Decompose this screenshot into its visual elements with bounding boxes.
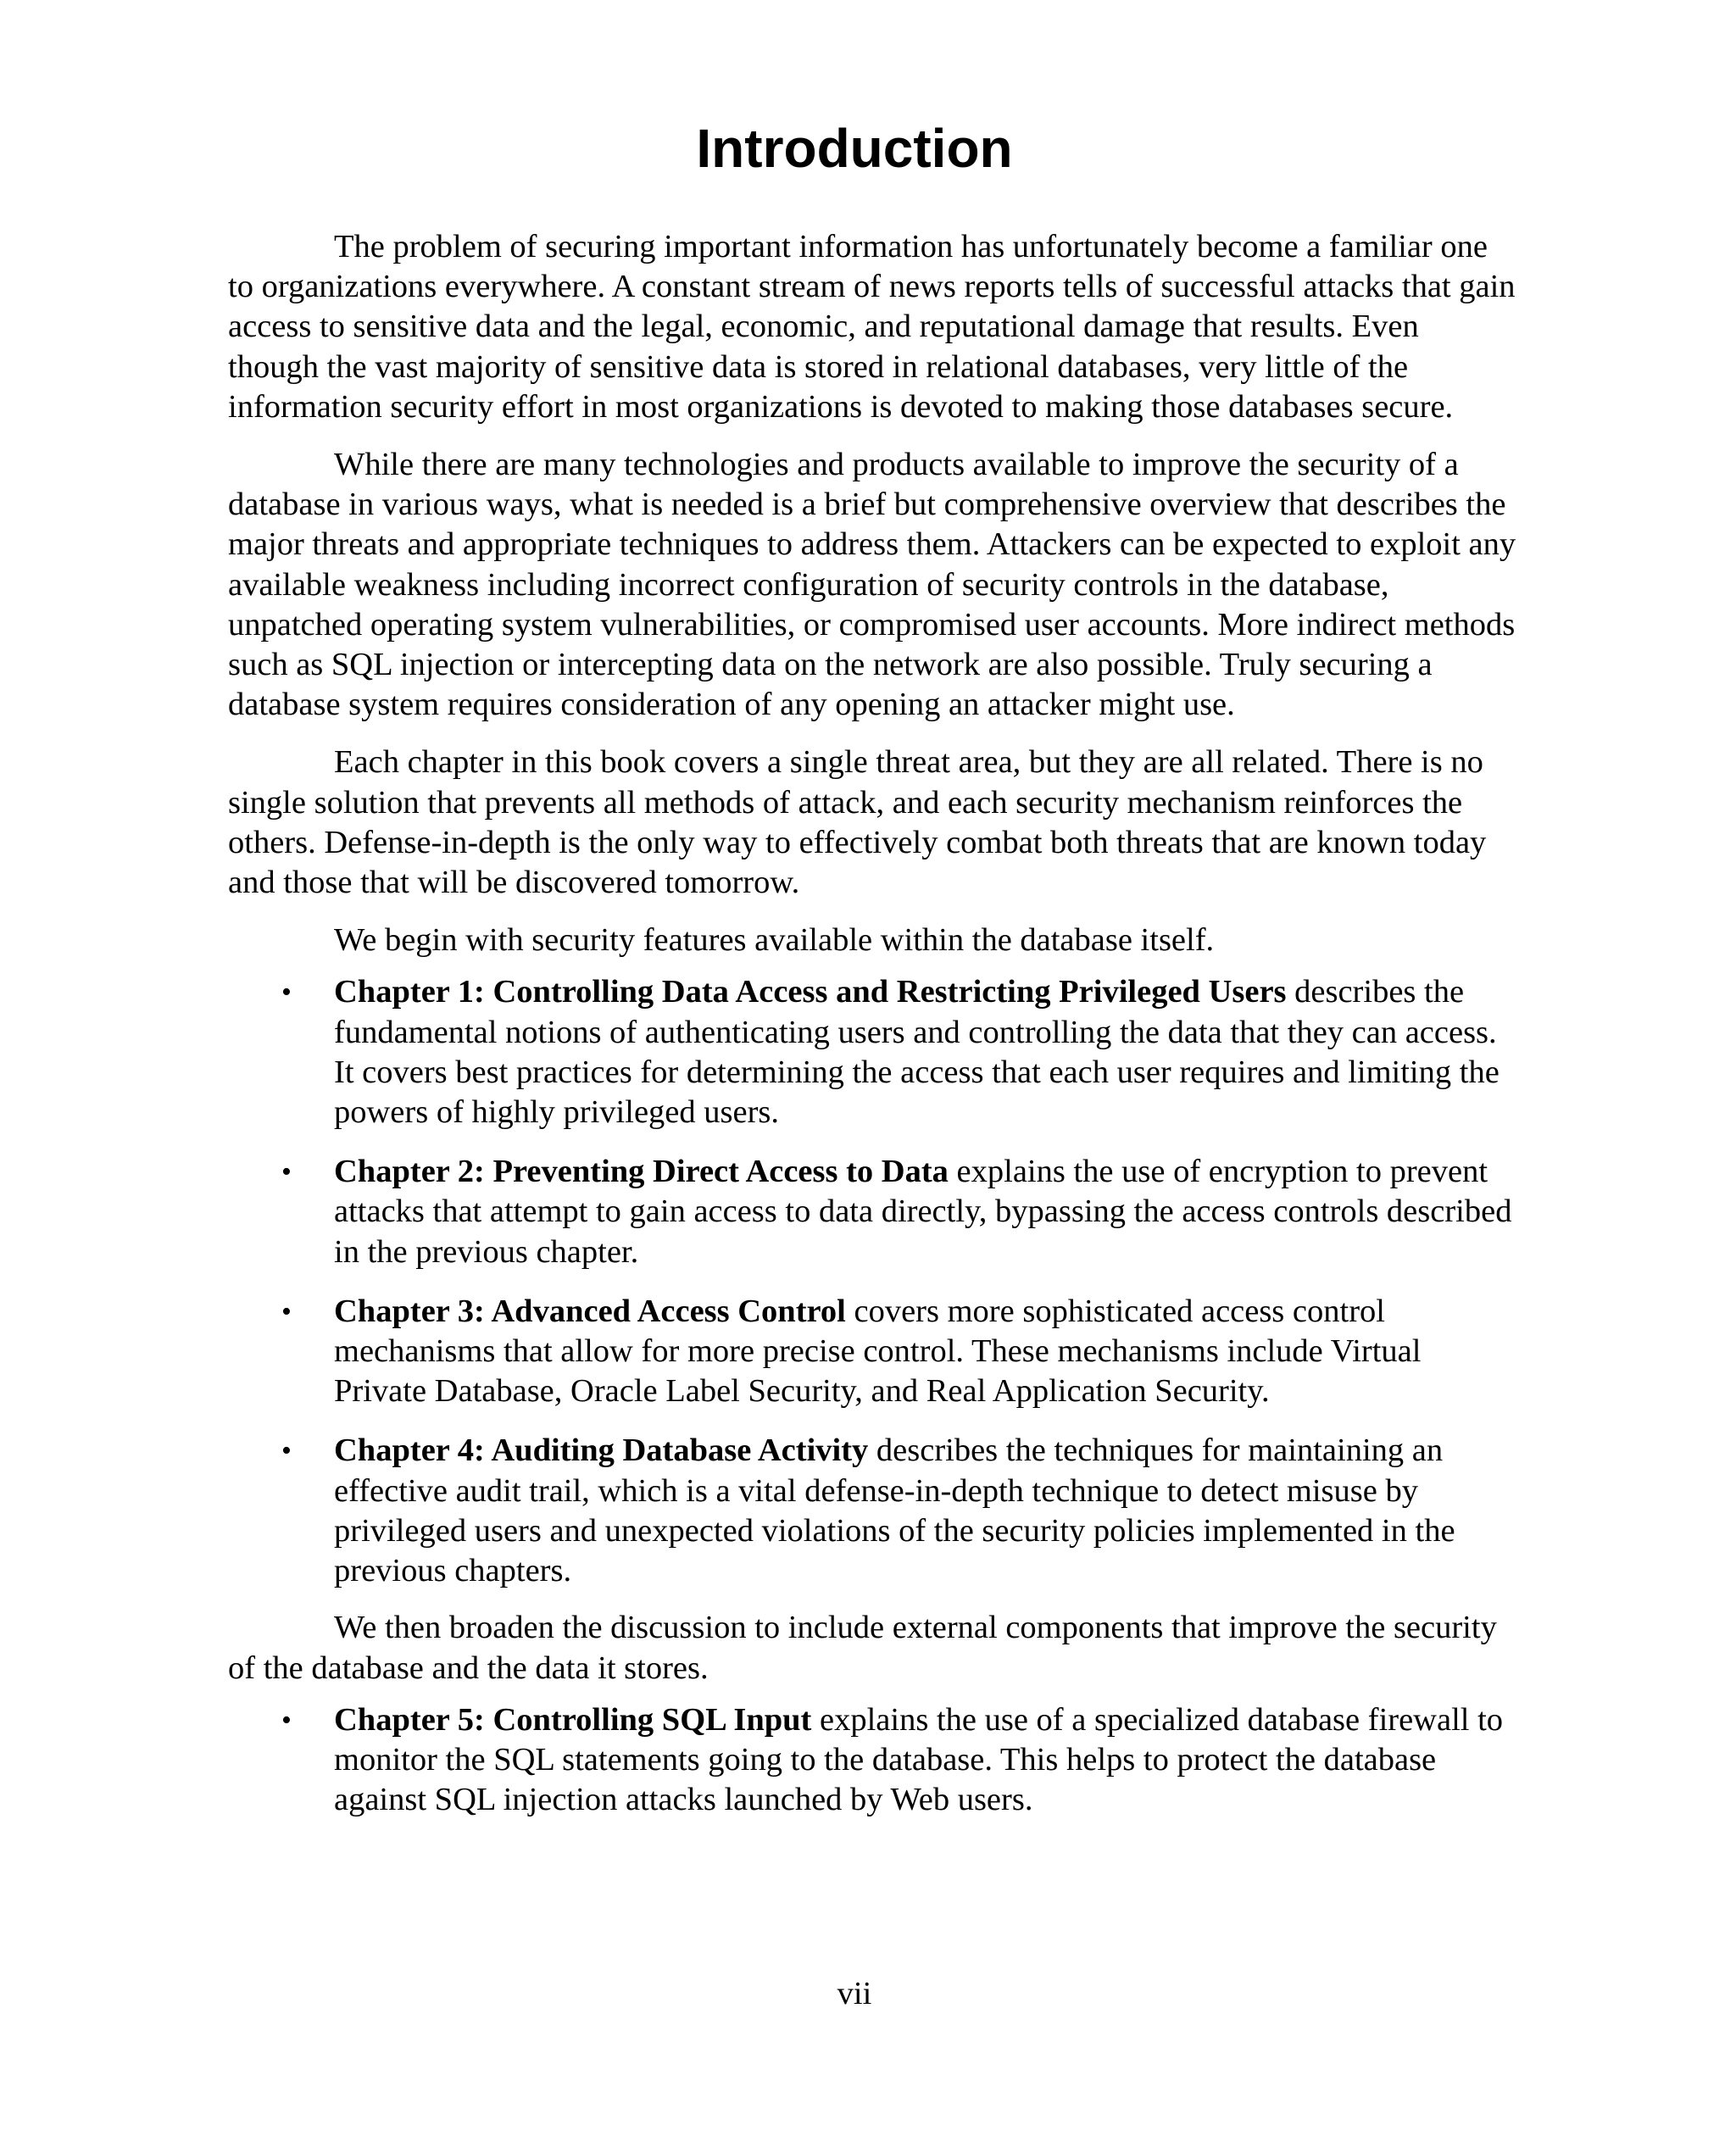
chapter-title: Chapter 1: Controlling Data Access and Restricting Privileged Users: [334, 974, 1287, 1010]
chapter-description: covers more sophisticated access control mechanisms that allow for more precise control. These mechanisms include Virtual Private Database, Oracle Label Security, and Real Application Security.: [334, 1293, 1422, 1410]
page-title: Introduction: [696, 118, 1013, 179]
body-text: [228, 227, 1516, 1837]
chapter-description: describes the fundamental notions of authenticating users and controlling the data that they can access. It covers best practices for determining the access that each user requires and limiting the powers of highly privileged users.: [334, 974, 1500, 1131]
bullet-icon: •: [281, 1435, 292, 1467]
bullet-icon: •: [281, 1704, 292, 1736]
bullet-icon: •: [281, 1295, 292, 1327]
list-item: [228, 1431, 1516, 1591]
list-item: [228, 1152, 1516, 1272]
list-item: [228, 972, 1516, 1132]
paragraph: The problem of securing important information has unfortunately become a familiar one to organizations everywhere. A constant stream of news reports tells of successful attacks that gain access to sensitive data and the legal, economic, and reputational damage that results. Even though the vast majority of sensitive data is stored in relational databases, very little of the information security effort in most organizations is devoted to making those databases secure.: [228, 229, 1516, 425]
chapter-list: [228, 972, 1516, 1591]
chapter-description: explains the use of encryption to prevent attacks that attempt to gain access to data directly, bypassing the access controls described in the previous chapter.: [334, 1154, 1512, 1270]
bullet-icon: •: [281, 976, 292, 1009]
paragraph: We begin with security features available within the database itself.: [334, 922, 1215, 959]
bullet-icon: •: [281, 1156, 292, 1188]
chapter-description: describes the techniques for maintaining an effective audit trail, which is a vital defense-in-depth technique to detect misuse by privileged users and unexpected violations of the security policies implemented in the previous chapters.: [334, 1433, 1455, 1589]
paragraph: We then broaden the discussion to include external components that improve the security of the database and the data it stores.: [228, 1610, 1497, 1686]
list-item: [228, 1700, 1516, 1821]
page-number: vii: [837, 1976, 872, 2011]
chapter-list: [228, 1700, 1516, 1821]
paragraph: While there are many technologies and products available to improve the security of a database in various ways, what is needed is a brief but comprehensive overview that describes the major threats and appropriate techniques to address them. Attackers can be expected to exploit any available weakness including incorrect configuration of security controls in the database, unpatched operating system vulnerabilities, or compromised user accounts. More indirect methods such as SQL injection or intercepting data on the network are also possible. Truly securing a database system requires consideration of any opening an attacker might use.: [228, 447, 1516, 723]
list-item: [228, 1292, 1516, 1412]
chapter-title: Chapter 5: Controlling SQL Input: [334, 1701, 812, 1738]
chapter-title: Chapter 2: Preventing Direct Access to Data: [334, 1154, 949, 1190]
chapter-title: Chapter 4: Auditing Database Activity: [334, 1433, 869, 1469]
chapter-title: Chapter 3: Advanced Access Control: [334, 1293, 846, 1329]
chapter-description: explains the use of a specialized database firewall to monitor the SQL statements going to the database. This helps to protect the database against SQL injection attacks launched by Web users.: [334, 1701, 1504, 1818]
paragraph: Each chapter in this book covers a single threat area, but they are all related. There is no single solution that prevents all methods of attack, and each security mechanism reinforces the others. Defense-in-depth is the only way to effectively combat both threats that are known today and those that will be discovered tomorrow.: [228, 744, 1487, 901]
